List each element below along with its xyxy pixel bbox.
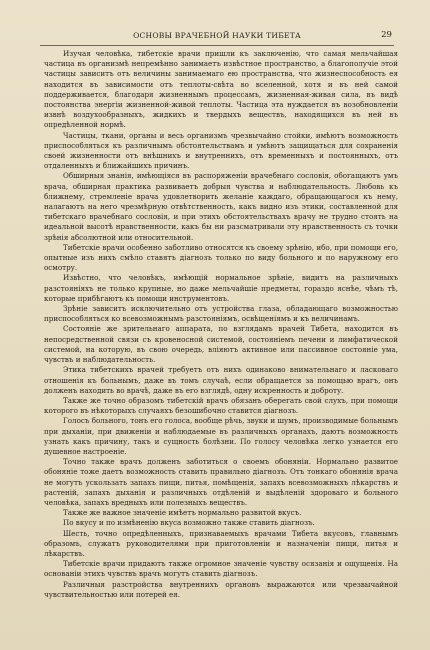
page-number: 29 — [381, 30, 392, 40]
paragraph: Шесть, точно опредѣленныхъ, признаваемыхъ врачами Тибета вкусовъ, главнымъ образомъ, служатъ руководителями при приготовленіи и назначеніи пищи, питья и лѣкарствъ. — [44, 528, 398, 558]
paragraph: Этика тибетскихъ врачей требуетъ отъ нихъ одинаково внимательнаго и ласковаго отношенія къ больнымъ, даже въ томъ случаѣ, если обращается за помощью врагъ, онъ долженъ находить во врачѣ, даже въ его взглядѣ, одну искренность и доброту. — [44, 365, 398, 395]
paragraph: Точно также врачъ долженъ заботиться о своемъ обоняніи. Нормально развитое обоняніе тоже даетъ возможность ставить правильно діагнозъ. Отъ тонкаго обонянія врача не могутъ ускользать запахъ пищи, питья, помѣщенія, запахъ всевозможныхъ лѣкарствъ и растеній, запахъ дыханія и различныхъ отдѣленій и выдѣленій здороваго и больного человѣка, запахъ вредныхъ или полезныхъ веществъ. — [44, 457, 398, 507]
paragraph: Тибетскіе врачи особенно заботливо относятся къ своему зрѣнію, ибо, при помощи его, опытные изъ нихъ смѣло ставятъ діагнозъ только по виду больного и по наружному его осмотру. — [44, 242, 398, 273]
header-title: ОСНОВЫ ВРАЧЕБНОЙ НАУКИ ТИБЕТА — [133, 31, 301, 40]
paragraph: Голосъ больного, тонъ его голоса, вообще рѣчь, звуки и шумъ, производимые больнымъ при дыханіи, при движеніи и наблюдаемые въ различныхъ органахъ, даютъ возможность узнать какъ причину, такъ и сущность болѣзни. По голосу человѣка легко узнается его душевное настроеніе. — [44, 416, 398, 456]
paragraph: Частицы, ткани, органы и весь организмъ чрезвычайно стойки, имѣютъ возможность приспособляться къ различнымъ обстоятельствамъ и умѣютъ защищаться для сохраненія своей жизненности отъ внѣшнихъ и внутреннихъ, отъ временныхъ и постоянныхъ, отъ отдаленныхъ и ближайшихъ причинъ. — [44, 130, 398, 171]
paragraph: Тибетскіе врачи придаютъ также огромное значеніе чувству осязанія и ощущенія. На основаніи этихъ чувствъ врачъ могутъ ставить діагнозъ. — [44, 559, 398, 579]
paragraph: Обширныя знанія, имѣющіяся въ распоряженіи врачебнаго сословія, обогащаютъ умъ врача, обширная практика развиваетъ добрыя чувства и наблюдательность. Любовь къ ближнему, стремленіе врача удовлетворить желаніе каждаго, обращающагося къ нему, налагаютъ на него чрезмѣрную отвѣтственность, какъ видно изъ этики, составленной для тибетскаго врачебнаго сословія, и при этихъ обстоятельствахъ врачу не трудно стоять на идеальной высотѣ нравственности, какъ бы ни разсматривали эту нравственность съ точки зрѣнія абсолютной или относительной. — [44, 171, 398, 242]
paragraph: Изучая человѣка, тибетскіе врачи пришли къ заключенію, что самая мельчайшая частица въ организмѣ непремѣнно занимаетъ извѣстное пространство, а благополучіе этой частицы зависитъ отъ величины занимаемаго ею пространства, что жизнеспособность ея находится въ зависимости отъ теплоты-свѣта во вселенной, хотя и въ ней самой поддерживается, благодаря жизненнымъ процессамъ, жизненная-живая сила, въ видѣ постоянства энергіи жизненной-живой теплоты. Частица эта нуждается въ возобновленіи извнѣ воздухообразныхъ, жидкихъ и твердыхъ веществъ, находящихся въ ней въ опредѣленной нормѣ. — [44, 49, 398, 130]
paragraph: Также же точно образомъ тибетскій врачъ обязанъ оберегать свой слухъ, при помощи которого въ нѣкоторыхъ случаяхъ безошибочно ставится діагнозъ. — [44, 395, 398, 416]
running-header — [40, 31, 394, 46]
paragraph: Состояніе же зрительнаго аппарата, по взглядамъ врачей Тибета, находится въ непосредственной связи съ кровеносной системой, состояніемъ печени и лимфатической системой, на которую, въ свою очередь, вліяютъ активное или пассивное состояніе ума, чувствъ и наблюдательность. — [44, 324, 398, 365]
paragraph: По вкусу и по измѣненію вкуса возможно также ставить діагнозъ. — [63, 518, 315, 528]
paragraph: Зрѣніе зависитъ исключительно отъ устройства глаза, обладающаго возможностью приспособляться ко всевозможнымъ разстояніямъ, освѣщеніямъ и къ величинамъ. — [44, 304, 398, 324]
paragraph: Различныя разстройства внутреннихъ органовъ выражаются или чрезвычайной чувствительностью или потерей ея. — [44, 579, 398, 599]
page-body-text — [44, 49, 398, 621]
paragraph: Также же важное значеніе имѣетъ нормально развитой вкусъ. — [63, 508, 302, 518]
paragraph: Извѣстно, что человѣкъ, имѣющій нормальное зрѣніе, видитъ на различныхъ разстояніяхъ не только крупные, но даже мельчайшіе предметы, гораздо яснѣе, чѣмъ тѣ, которые прибѣгаютъ къ помощи инструментовъ. — [44, 273, 398, 303]
